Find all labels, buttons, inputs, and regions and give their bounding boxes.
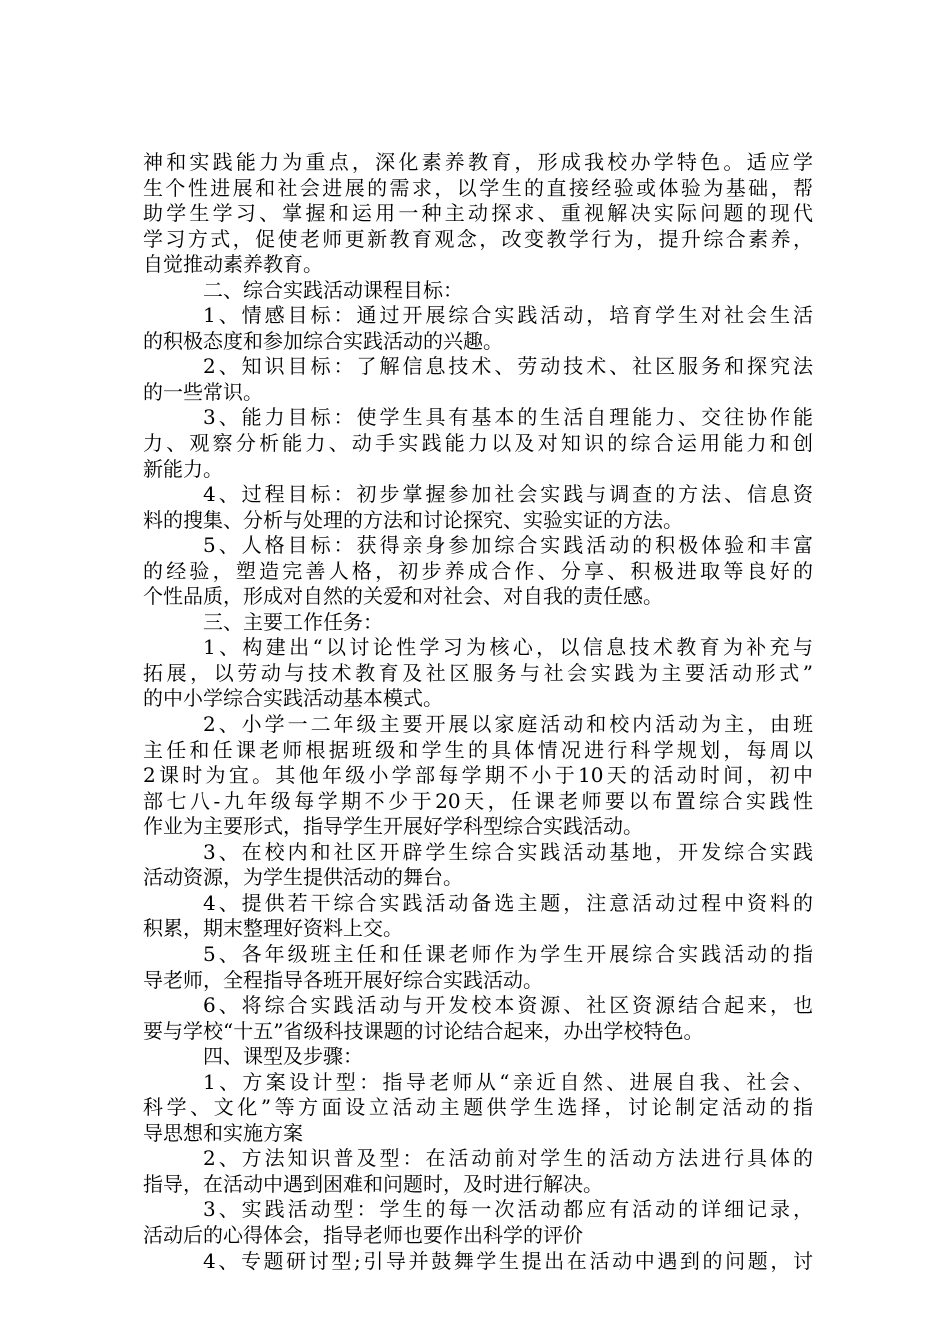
text-line: 2课时为宜。其他年级小学部每学期不小于10天的活动时间，初中 — [143, 763, 813, 788]
text-line: 5、人格目标：获得亲身参加综合实践活动的积极体验和丰富 — [203, 533, 813, 558]
text-line: 1、情感目标：通过开展综合实践活动，培育学生对社会生活 — [203, 303, 813, 328]
text-line: 生个性进展和社会进展的需求，以学生的直接经验或体验为基础，帮 — [143, 175, 813, 200]
text-line: 2、方法知识普及型：在活动前对学生的活动方法进行具体的 — [203, 1146, 813, 1171]
text-line: 活动后的心得体会，指导老师也要作出科学的评价 — [143, 1222, 583, 1247]
section-heading: 三、主要工作任务： — [203, 609, 383, 634]
text-line: 作业为主要形式，指导学生开展好学科型综合实践活动。 — [143, 814, 643, 839]
text-line: 的经验，塑造完善人格，初步养成合作、分享、积极进取等良好的 — [143, 558, 813, 583]
text-line: 4、过程目标：初步掌握参加社会实践与调查的方法、信息资 — [203, 482, 813, 507]
text-line: 6、将综合实践活动与开发校本资源、社区资源结合起来，也 — [203, 993, 813, 1018]
text-line: 活动资源，为学生提供活动的舞台。 — [143, 865, 463, 890]
document-body — [143, 150, 813, 1274]
text-line: 力、观察分析能力、动手实践能力以及对知识的综合运用能力和创 — [143, 431, 813, 456]
text-line: 3、能力目标：使学生具有基本的生活自理能力、交往协作能 — [203, 405, 813, 430]
text-line: 新能力。 — [143, 456, 223, 481]
text-line: 积累，期末整理好资料上交。 — [143, 916, 403, 941]
text-line: 的一些常识。 — [143, 379, 263, 404]
text-line: 的积极态度和参加综合实践活动的兴趣。 — [143, 328, 503, 353]
text-line: 4、专题研讨型;引导并鼓舞学生提出在活动中遇到的问题，讨 — [203, 1248, 813, 1273]
text-line: 导老师，全程指导各班开展好综合实践活动。 — [143, 967, 543, 992]
text-line: 自觉推动素养教育。 — [143, 252, 323, 277]
text-line: 指导，在活动中遇到困难和问题时，及时进行解决。 — [143, 1171, 603, 1196]
text-line: 拓展，以劳动与技术教育及社区服务与社会实践为主要活动形式” — [143, 660, 813, 685]
section-heading: 四、课型及步骤： — [203, 1044, 363, 1069]
text-line: 的中小学综合实践活动基本模式。 — [143, 686, 443, 711]
text-line: 1、构建出“以讨论性学习为核心，以信息技术教育为补充与 — [203, 635, 813, 660]
text-line: 1、方案设计型：指导老师从“亲近自然、进展自我、社会、 — [203, 1069, 813, 1094]
text-line: 部七八-九年级每学期不少于20天，任课老师要以布置综合实践性 — [143, 788, 813, 813]
text-line: 助学生学习、掌握和运用一种主动探求、重视解决实际问题的现代 — [143, 201, 813, 226]
section-heading: 二、综合实践活动课程目标： — [203, 277, 463, 302]
text-line: 主任和任课老师根据班级和学生的具体情况进行科学规划，每周以 — [143, 737, 813, 762]
text-line: 5、各年级班主任和任课老师作为学生开展综合实践活动的指 — [203, 941, 813, 966]
text-line: 科学、文化”等方面设立活动主题供学生选择，讨论制定活动的指 — [143, 1095, 813, 1120]
text-line: 要与学校“十五”省级科技课题的讨论结合起来，办出学校特色。 — [143, 1018, 704, 1043]
text-line: 个性品质，形成对自然的关爱和对社会、对自我的责任感。 — [143, 584, 663, 609]
text-line: 4、提供若干综合实践活动备选主题，注意活动过程中资料的 — [203, 890, 813, 915]
text-line: 2、知识目标：了解信息技术、劳动技术、社区服务和探究法 — [203, 354, 813, 379]
text-line: 2、小学一二年级主要开展以家庭活动和校内活动为主，由班 — [203, 712, 813, 737]
text-line: 料的搜集、分析与处理的方法和讨论探究、实验实证的方法。 — [143, 507, 683, 532]
text-line: 学习方式，促使老师更新教育观念，改变教学行为，提升综合素养， — [143, 226, 813, 251]
text-line: 导思想和实施方案 — [143, 1120, 303, 1145]
text-line: 神和实践能力为重点，深化素养教育，形成我校办学特色。适应学 — [143, 150, 813, 174]
text-line: 3、在校内和社区开辟学生综合实践活动基地，开发综合实践 — [203, 839, 813, 864]
text-line: 3、实践活动型：学生的每一次活动都应有活动的详细记录， — [203, 1197, 813, 1222]
